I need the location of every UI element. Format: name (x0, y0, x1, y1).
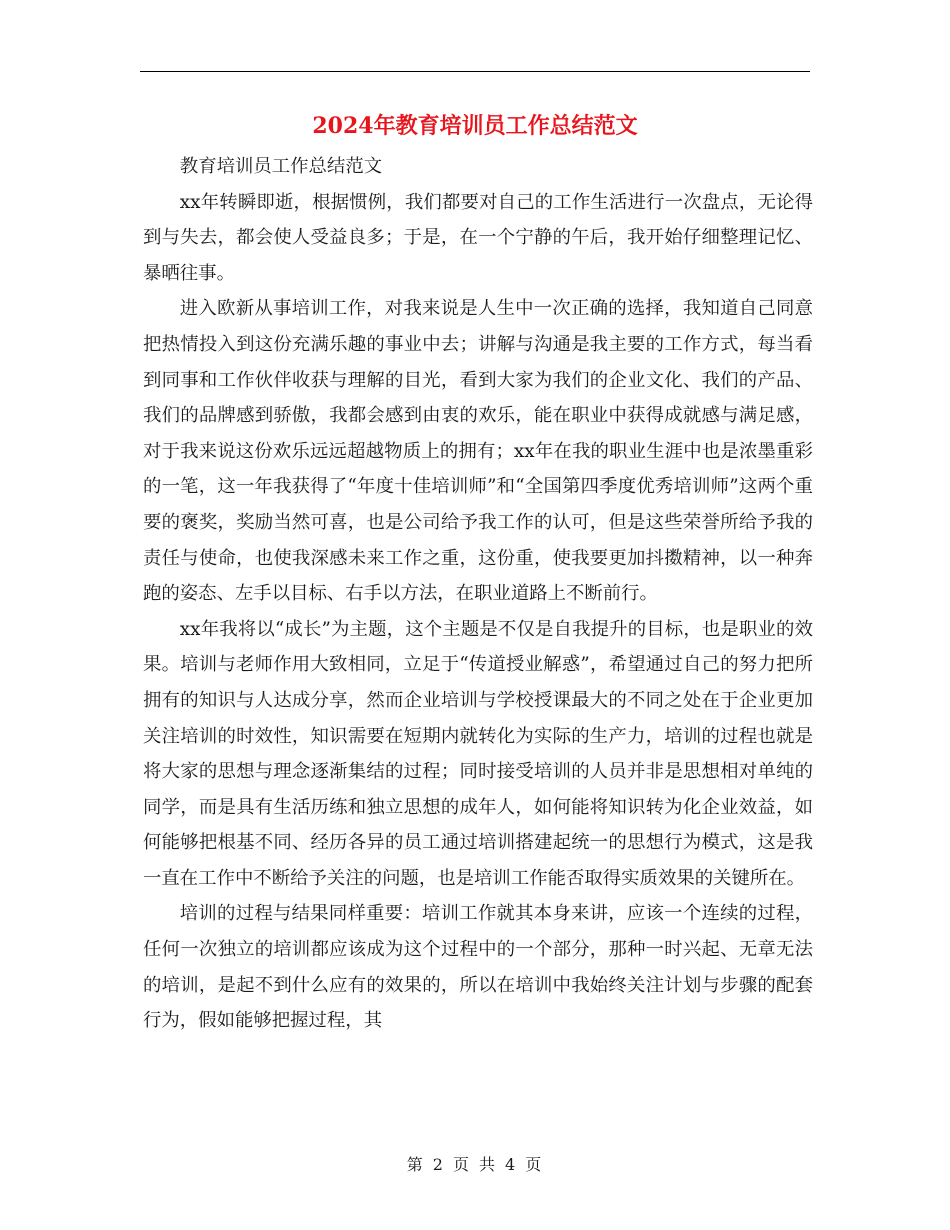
footer-suffix: 页 (525, 1155, 544, 1174)
document-body (143, 149, 813, 1039)
header-rule (140, 71, 810, 72)
footer-total-pages: 4 (505, 1155, 518, 1174)
page-footer (0, 1153, 950, 1177)
paragraph: xx年我将以“成长”为主题，这个主题是不仅是自我提升的目标，也是职业的效果。培训与老师作用大致相同，立足于“传道授业解惑”，希望通过自己的努力把所拥有的知识与人达成分享，然而企业培训与学校授课最大的不同之处在于企业更加关注培训的时效性，知识需要在短期内就转化为实际的生产力，培训的过程也就是将大家的思想与理念逐渐集结的过程；同时接受培训的人员并非是思想相对单纯的同学，而是具有生活历练和独立思想的成年人，如何能将知识转为化企业效益，如何能够把根基不同、经历各异的员工通过培训搭建起统一的思想行为模式，这是我一直在工作中不断给予关注的问题，也是培训工作能否取得实质效果的关键所在。 (143, 618, 813, 889)
footer-current-page: 2 (432, 1155, 445, 1174)
footer-page-word: 页 (452, 1155, 471, 1174)
paragraph-subtitle: 教育培训员工作总结范文 (179, 156, 383, 177)
footer-prefix: 第 (406, 1155, 425, 1174)
paragraph: 培训的过程与结果同样重要：培训工作就其本身来讲，应该一个连续的过程，任何一次独立的培训都应该成为这个过程中的一个部分，那种一时兴起、无章无法的培训，是起不到什么应有的效果的，所以在培训中我始终关注计划与步骤的配套行为，假如能够把握过程，其 (143, 903, 813, 1032)
paragraph: 进入欧新从事培训工作，对我来说是人生中一次正确的选择，我知道自己同意把热情投入到这份充满乐趣的事业中去；讲解与沟通是我主要的工作方式，每当看到同事和工作伙伴收获与理解的目光，看到大家为我们的企业文化、我们的产品、我们的品牌感到骄傲，我都会感到由衷的欢乐，能在职业中获得成就感与满足感，对于我来说这份欢乐远远超越物质上的拥有；xx年在我的职业生涯中也是浓墨重彩的一笔，这一年我获得了“年度十佳培训师”和“全国第四季度优秀培训师”这两个重要的褒奖，奖励当然可喜，也是公司给予我工作的认可，但是这些荣誉所给予我的责任与使命，也使我深感未来工作之重，这份重，使我要更加抖擞精神，以一种奔跑的姿态、左手以目标、右手以方法，在职业道路上不断前行。 (143, 298, 813, 605)
footer-total-word: 共 (479, 1155, 498, 1174)
paragraph: xx年转瞬即逝，根据惯例，我们都要对自己的工作生活进行一次盘点，无论得到与失去，都会使人受益良多；于是，在一个宁静的午后，我开始仔细整理记忆、暴晒往事。 (143, 191, 813, 284)
document-title: 2024年教育培训员工作总结范文 (312, 113, 638, 139)
